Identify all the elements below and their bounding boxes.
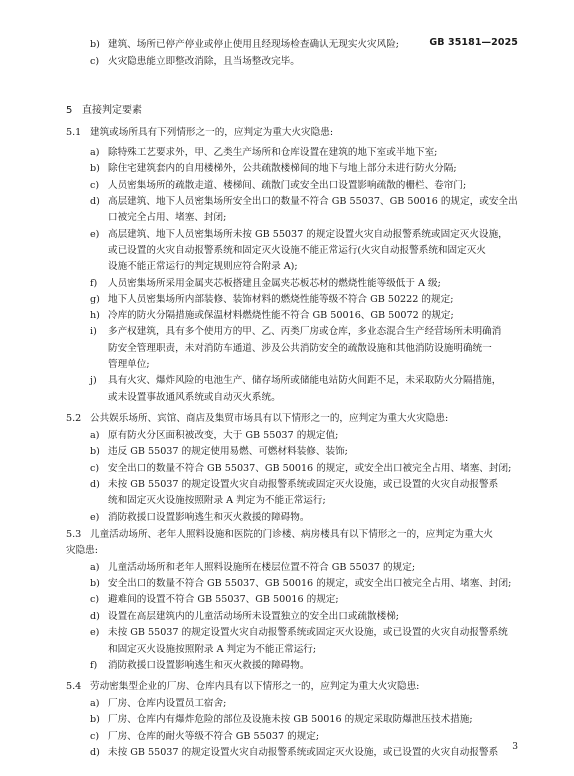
item-marker: b) (90, 578, 100, 589)
list-item-text: 未按 GB 55037 的规定设置火灾自动报警系统或固定灭火设施，或已设置的火灾自动报警系统 (108, 627, 508, 638)
clause-number: 5.4 (66, 681, 82, 692)
clause-text: 公共娱乐场所、宾馆、商店及集贸市场具有以下情形之一的，应判定为重大火灾隐患: (90, 413, 449, 424)
item-marker: c) (90, 56, 100, 67)
list-item-text: 避难间的设置不符合 GB 55037、GB 50016 的规定; (108, 594, 339, 605)
list-item-text: 厂房、仓库内设置员工宿舍; (108, 698, 227, 709)
item-marker: d) (90, 196, 100, 207)
item-marker: b) (90, 714, 100, 725)
item-marker: a) (90, 147, 100, 158)
list-item-text: 统和固定灭火设施按照附录 A 判定为不能正常运行; (108, 495, 326, 506)
list-item-text: 多产权建筑，具有多个使用方的甲、乙、丙类厂房或仓库，多业态混合生产经营场所未明确消 (108, 326, 502, 337)
list-item-text: 地下人员密集场所内部装修、装饰材料的燃烧性能等级不符合 GB 50222 的规定; (108, 294, 454, 305)
item-marker: e) (90, 229, 100, 240)
item-marker: c) (90, 594, 100, 605)
item-marker: i) (90, 326, 97, 337)
list-item-text: 或未设置事故通风系统或自动灭火系统。 (108, 392, 281, 403)
item-marker: a) (90, 698, 100, 709)
list-item-text: 冷库的防火分隔措施或保温材料燃烧性能不符合 GB 50016、GB 50072 的规定; (108, 310, 454, 321)
list-item-text: 消防救援口设置影响逃生和灭火救援的障碍物。 (108, 512, 310, 523)
clause-number: 5 (66, 105, 73, 116)
list-item-text: 火灾隐患能立即整改消除，且当场整改完毕。 (108, 56, 300, 67)
item-marker: h) (90, 310, 100, 321)
item-marker: a) (90, 430, 100, 441)
list-item-text: 除特殊工艺要求外，甲、乙类生产场所和仓库设置在建筑的地下室或半地下室; (108, 147, 438, 158)
item-marker: b) (90, 163, 100, 174)
list-item-text: 和固定灭火设施按照附录 A 判定为不能正常运行; (108, 644, 317, 655)
list-item-text: 设置在高层建筑内的儿童活动场所未设置独立的安全出口或疏散楼梯; (108, 611, 400, 622)
item-marker: f) (90, 278, 98, 289)
item-marker: f) (90, 660, 98, 671)
item-marker: d) (90, 611, 100, 622)
list-item-text: 人员密集场所的疏散走道、楼梯间、疏散门或安全出口设置影响疏散的栅栏、卷帘门; (108, 180, 467, 191)
list-item-text: 或已设置的火灾自动报警系统和固定灭火设施不能正常运行(火灾自动报警系统和固定灭火 (108, 245, 486, 256)
list-item-text: 厂房、仓库内有爆炸危险的部位及设施未按 GB 50016 的规定采取防爆泄压技术措施; (108, 714, 473, 725)
item-marker: a) (90, 562, 100, 573)
list-item-text: 安全出口的数量不符合 GB 55037、GB 50016 的规定，或安全出口被完全占用、堵塞、封闭; (108, 463, 512, 474)
list-item-text: 口被完全占用、堵塞、封闭; (108, 212, 227, 223)
list-item-text: 防安全管理职责，未对消防车通道、涉及公共消防安全的疏散设施和其他消防设施明确统一 (108, 343, 492, 354)
item-marker: b) (90, 446, 100, 457)
item-marker: d) (90, 747, 100, 758)
list-item-text: 违反 GB 55037 的规定使用易燃、可燃材料装修、装饰; (108, 446, 348, 457)
item-marker: j) (90, 375, 97, 386)
list-item-text: 儿童活动场所和老年人照料设施所在楼层位置不符合 GB 55037 的规定; (108, 562, 416, 573)
clause-number: 5.2 (66, 413, 82, 424)
list-item-text: 原有防火分区面积被改变，大于 GB 55037 的规定值; (108, 430, 339, 441)
item-marker: c) (90, 180, 100, 191)
clause-text: 儿童活动场所、老年人照料设施和医院的门诊楼、病房楼具有以下情形之一的，应判定为重大火 (90, 529, 493, 540)
page-number: 3 (512, 742, 518, 752)
item-marker: b) (90, 39, 100, 50)
clause-text: 劳动密集型企业的厂房、仓库内具有以下情形之一的，应判定为重大火灾隐患: (90, 681, 420, 692)
item-marker: c) (90, 463, 100, 474)
item-marker: c) (90, 731, 100, 742)
item-marker: e) (90, 627, 100, 638)
clause-number: 5.3 (66, 529, 82, 540)
item-marker: d) (90, 479, 100, 490)
item-marker: g) (90, 294, 100, 305)
item-marker: e) (90, 512, 100, 523)
list-item-text: 管理单位; (108, 359, 150, 370)
list-item-text: 人员密集场所采用金属夹芯板搭建且金属夹芯板芯材的燃烧性能等级低于 A 级; (108, 278, 441, 289)
clause-number: 5.1 (66, 127, 82, 138)
list-item-text: 建筑、场所已停产停业或停止使用且经现场检查确认无现实火灾风险; (108, 39, 400, 50)
list-item-text: 具有火灾、爆炸风险的电池生产、储存场所或储能电站防火间距不足，未采取防火分隔措施， (108, 375, 502, 386)
list-item-text: 灾隐患: (66, 545, 99, 556)
list-item-text: 未按 GB 55037 的规定设置火灾自动报警系统或固定灭火设施，或已设置的火灾自动报警系 (108, 747, 499, 758)
list-item-text: 高层建筑、地下人员密集场所未按 GB 55037 的规定设置火灾自动报警系统或固定灭火设施， (108, 229, 508, 240)
list-item-text: 消防救援口设置影响逃生和灭火救援的障碍物。 (108, 660, 310, 671)
list-item-text: 设施不能正常运行的判定规则应符合附录 A); (108, 261, 298, 272)
standard-code-header: GB 35181—2025 (429, 37, 518, 48)
clause-text: 建筑或场所具有下列情形之一的，应判定为重大火灾隐患: (90, 127, 334, 138)
section-heading: 直接判定要素 (82, 105, 142, 116)
list-item-text: 安全出口的数量不符合 GB 55037、GB 50016 的规定，或安全出口被完全占用、堵塞、封闭; (108, 578, 512, 589)
list-item-text: 未按 GB 55037 的规定设置火灾自动报警系统或固定灭火设施，或已设置的火灾自动报警系 (108, 479, 499, 490)
list-item-text: 除住宅建筑套内的自用楼梯外，公共疏散楼梯间的地下与地上部分未进行防火分隔; (108, 163, 457, 174)
list-item-text: 高层建筑、地下人员密集场所安全出口的数量不符合 GB 55037、GB 50016 的规定，或安全出 (108, 196, 518, 207)
list-item-text: 厂房、仓库的耐火等级不符合 GB 55037 的规定; (108, 731, 320, 742)
